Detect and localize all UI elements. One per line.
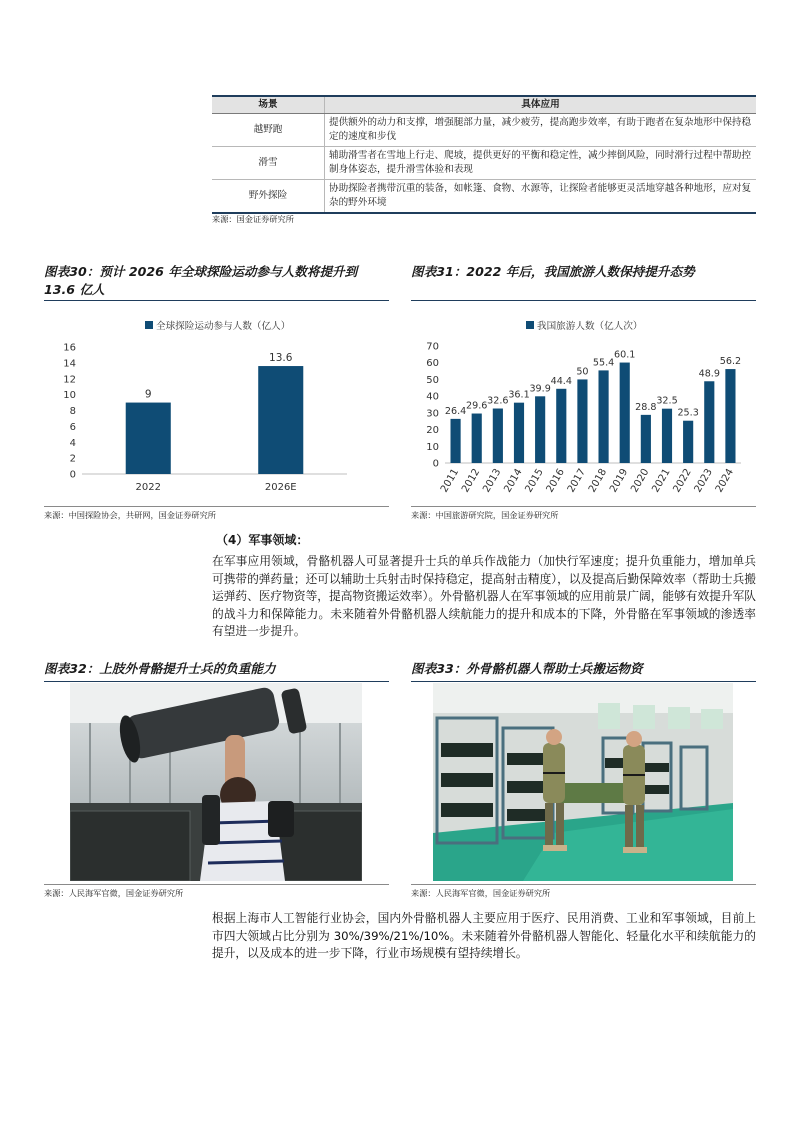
application-table xyxy=(212,95,756,214)
x-tick-label: 2021 xyxy=(650,467,673,495)
figure33-title: 图表33：外骨骼机器人帮助士兵搬运物资 xyxy=(411,661,643,676)
y-tick-label: 10 xyxy=(63,390,76,402)
y-tick-label: 12 xyxy=(63,374,76,386)
table-source: 来源：国金证券研究所 xyxy=(212,214,294,224)
bar xyxy=(535,396,545,463)
table-cell-application: 协助探险者携带沉重的装备，如帐篷、食物、水源等，让探险者能够更灵活地穿越各种地形，应对复杂的野外环境 xyxy=(325,180,757,214)
legend-swatch xyxy=(526,321,534,329)
figure32-rule xyxy=(44,681,389,682)
closing-paragraph: 根据上海市人工智能行业协会，国内外骨骼机器人主要应用于医疗、民用消费、工业和军事领域，目前上市四大领域占比分别为 30%/39%/21%/10%。未来随着外骨骼机器人智能化、轻量化水平和续航能力的提升，以及成本的进一步下降，行业市场规模有望持续增长。 xyxy=(212,911,756,961)
figure31-source: 来源：中国旅游研究院，国金证券研究所 xyxy=(411,510,559,520)
x-tick-label: 2020 xyxy=(629,467,652,495)
bar xyxy=(683,421,693,463)
bar xyxy=(704,381,714,463)
bar xyxy=(450,419,460,463)
figure32-source: 来源：人民海军官微，国金证券研究所 xyxy=(44,888,184,898)
y-tick-label: 4 xyxy=(69,437,76,449)
bar xyxy=(258,366,303,474)
y-tick-label: 50 xyxy=(426,374,439,386)
data-label: 32.6 xyxy=(487,395,509,407)
data-label: 60.1 xyxy=(614,349,636,361)
x-tick-label: 2016 xyxy=(544,467,567,495)
x-tick-label: 2023 xyxy=(692,467,715,495)
x-tick-label: 2024 xyxy=(713,467,737,495)
y-tick-label: 30 xyxy=(426,408,439,420)
y-tick-label: 60 xyxy=(426,358,439,370)
figure31-source-rule xyxy=(411,506,756,507)
photo-soldiers-carrying-supplies xyxy=(433,683,733,881)
bar xyxy=(493,409,503,463)
figure32-source-rule xyxy=(44,884,389,885)
data-label: 50 xyxy=(576,366,589,378)
table-row xyxy=(212,180,756,214)
table-header-row xyxy=(212,96,756,114)
chart2-legend xyxy=(526,318,643,332)
y-tick-label: 20 xyxy=(426,425,439,437)
figure30-title: 图表30：预计 2026 年全球探险运动参与人数将提升到 13.6 亿人 xyxy=(44,264,358,297)
chart-adventure-participants xyxy=(44,335,389,500)
y-tick-label: 2 xyxy=(69,453,76,465)
x-tick-label: 2017 xyxy=(565,467,589,495)
data-label: 9 xyxy=(144,388,152,401)
chart1-legend xyxy=(145,318,290,332)
data-label: 32.5 xyxy=(656,395,678,407)
bar xyxy=(126,403,171,474)
figure33-source-rule xyxy=(411,884,756,885)
military-heading: （4）军事领域： xyxy=(216,533,309,547)
figure31-title: 图表31：2022 年后，我国旅游人数保持提升态势 xyxy=(411,264,695,279)
table-cell-scene: 野外探险 xyxy=(212,180,325,214)
table-cell-application: 辅助滑雪者在雪地上行走、爬坡，提供更好的平衡和稳定性，减少摔倒风险，同时滑行过程中帮助控制身体姿态，提升滑雪体验和表现 xyxy=(325,147,757,180)
x-tick-label: 2019 xyxy=(608,467,631,495)
x-tick-label: 2014 xyxy=(502,467,525,495)
figure33-source: 来源：人民海军官微，国金证券研究所 xyxy=(411,888,551,898)
data-label: 13.6 xyxy=(269,352,293,365)
y-tick-label: 0 xyxy=(69,469,76,481)
bar xyxy=(620,363,630,463)
x-tick-label: 2012 xyxy=(460,467,483,495)
chart-domestic-tourists xyxy=(411,335,756,500)
bar xyxy=(662,409,672,463)
legend-swatch xyxy=(145,321,153,329)
header-scene: 场景 xyxy=(212,96,325,114)
x-tick-label: 2011 xyxy=(438,467,462,495)
bar xyxy=(577,379,587,463)
y-tick-label: 10 xyxy=(426,441,439,453)
y-tick-label: 8 xyxy=(69,406,76,417)
x-tick-label: 2013 xyxy=(481,467,504,495)
photo-soldier-lifting-tube xyxy=(70,683,362,881)
chart2-legend-label: 我国旅游人数（亿人次） xyxy=(537,321,643,332)
data-label: 48.9 xyxy=(698,368,720,380)
bar xyxy=(556,389,566,463)
header-application: 具体应用 xyxy=(325,96,757,114)
bar xyxy=(641,415,651,463)
data-label: 39.9 xyxy=(529,383,551,395)
figure30-source: 来源：中国探险协会，共研网，国金证券研究所 xyxy=(44,510,216,520)
figure30-rule xyxy=(44,300,389,301)
x-tick-label: 2018 xyxy=(586,467,610,495)
x-tick-label: 2022 xyxy=(671,467,694,495)
data-label: 28.8 xyxy=(635,401,657,413)
soldier-lifting-illustration xyxy=(70,683,362,881)
data-label: 55.4 xyxy=(592,357,615,369)
x-tick-label: 2015 xyxy=(523,467,546,495)
x-tick-label: 2026E xyxy=(264,482,297,493)
figure32-title: 图表32：上肢外骨骼提升士兵的负重能力 xyxy=(44,661,276,676)
bar xyxy=(598,370,608,463)
military-paragraph: 在军事应用领域，骨骼机器人可显著提升士兵的单兵作战能力（加快行军速度；提升负重能力，增加单兵可携带的弹药量；还可以辅助士兵射击时保持稳定，提高射击精度），以及提高后勤保障效率（帮助士兵搬运弹药、医疗物资等，提高物资搬运效率）。外骨骼机器人在军事领域的应用前景广阔，能够有效提升军队的战斗力和保障能力。未来随着外骨骼机器人续航能力的提升和成本的下降，外骨骼在军事领域的渗透率有望进一步提升。 xyxy=(212,554,756,639)
x-tick-label: 2022 xyxy=(135,482,161,493)
chart1-legend-label: 全球探险运动参与人数（亿人） xyxy=(156,321,291,332)
warehouse-illustration xyxy=(433,683,733,881)
table-cell-application: 提供额外的动力和支撑，增强腿部力量，减少疲劳，提高跑步效率，有助于跑者在复杂地形中保持稳定的速度和步伐 xyxy=(325,114,757,147)
y-tick-label: 70 xyxy=(426,341,439,353)
bar xyxy=(514,403,524,463)
bar xyxy=(472,414,482,463)
y-tick-label: 40 xyxy=(426,391,439,403)
figure31-rule xyxy=(411,300,756,301)
data-label: 36.1 xyxy=(508,389,530,401)
y-tick-label: 16 xyxy=(63,342,76,354)
figure30-source-rule xyxy=(44,506,389,507)
data-label: 44.4 xyxy=(550,375,572,387)
table-row xyxy=(212,147,756,180)
y-tick-label: 14 xyxy=(63,358,76,370)
bar xyxy=(725,369,735,463)
data-label: 25.3 xyxy=(677,407,699,419)
table-row xyxy=(212,114,756,147)
y-tick-label: 0 xyxy=(432,458,439,470)
figure33-rule xyxy=(411,681,756,682)
data-label: 56.2 xyxy=(719,356,742,368)
y-tick-label: 6 xyxy=(69,421,76,433)
data-label: 29.6 xyxy=(466,400,488,412)
table-cell-scene: 越野跑 xyxy=(212,114,325,147)
data-label: 26.4 xyxy=(444,405,467,417)
table-cell-scene: 滑雪 xyxy=(212,147,325,180)
